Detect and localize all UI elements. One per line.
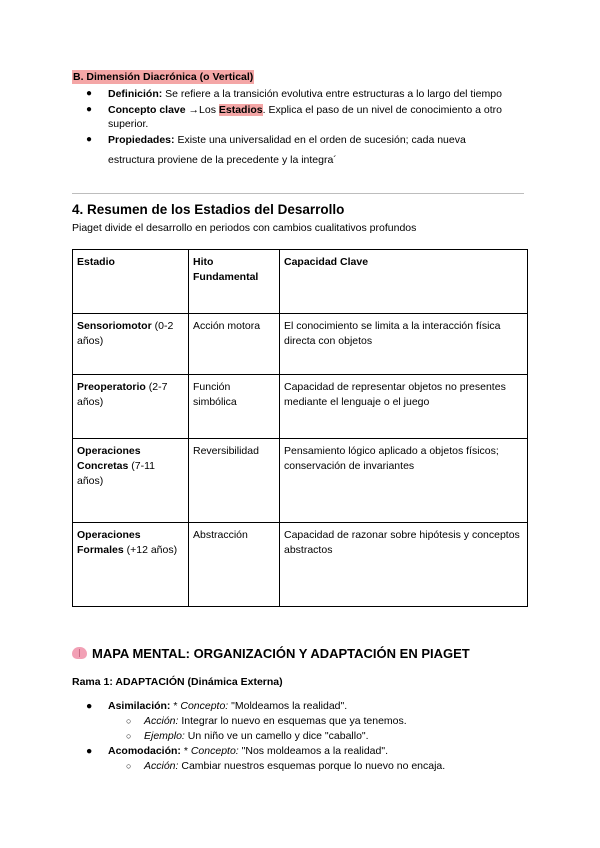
sub-bullet-icon: ○ xyxy=(126,716,132,726)
asimilacion-label: Asimilación: xyxy=(108,700,171,712)
stage-name: Preoperatorio xyxy=(77,381,146,393)
stage-cell xyxy=(73,375,189,439)
asimilacion-concepto-label: Concepto: xyxy=(180,700,229,712)
table-row xyxy=(73,439,528,523)
sub-bullet-icon: ○ xyxy=(126,731,132,741)
mind-map-tree xyxy=(72,699,532,774)
concepto-text: . Explica el paso de un nivel de conocimiento a otro superior. xyxy=(108,103,502,130)
capacidad-cell: Capacidad de razonar sobre hipótesis y conceptos abstractos xyxy=(280,523,528,607)
acomodacion-star: * xyxy=(180,745,191,757)
stage-age: (7-11 años) xyxy=(77,460,156,487)
stage-age: (0-2 años) xyxy=(77,320,174,347)
concepto-highlight: Estadios xyxy=(218,103,263,116)
capacidad-cell: Capacidad de representar objetos no presentes mediante el lenguaje o el juego xyxy=(280,375,528,439)
bullet-icon: ● xyxy=(86,103,93,115)
list-item-propiedades xyxy=(72,133,532,168)
mind-map-title-text: MAPA MENTAL: ORGANIZACIÓN Y ADAPTACIÓN EN PIAGET xyxy=(92,646,470,661)
table-row xyxy=(73,523,528,607)
header-estadio: Estadio xyxy=(73,250,189,314)
propiedades-label: Propiedades: xyxy=(108,133,175,146)
table-row xyxy=(73,375,528,439)
hito-cell: Reversibilidad xyxy=(189,439,280,523)
hito-cell: Abstracción xyxy=(189,523,280,607)
list-item-asimilacion xyxy=(72,699,532,714)
list-item-concepto xyxy=(72,103,532,132)
list-item-acomodacion-accion xyxy=(72,759,532,774)
stage-cell xyxy=(73,314,189,375)
asimilacion-accion: Integrar lo nuevo en esquemas que ya tenemos. xyxy=(178,715,407,727)
section-4-intro: Piaget divide el desarrollo en periodos con cambios cualitativos profundos xyxy=(72,222,417,234)
concepto-label: Concepto clave xyxy=(108,103,186,116)
propiedades-text: Existe una universalidad en el orden de sucesión; cada nueva xyxy=(174,133,466,146)
asimilacion-concepto: "Moldeamos la realidad". xyxy=(228,700,348,712)
section-4-heading: 4. Resumen de los Estadios del Desarrollo xyxy=(72,202,345,217)
stage-name: Sensoriomotor xyxy=(77,320,152,332)
concepto-arrow: →Los xyxy=(185,103,219,116)
stage-name: Operaciones Concretas xyxy=(77,445,141,472)
acomodacion-label: Acomodación: xyxy=(108,745,181,757)
acomodacion-accion-label: Acción: xyxy=(144,760,179,772)
hito-cell: Función simbólica xyxy=(189,375,280,439)
rama-heading: Rama 1: ADAPTACIÓN (Dinámica Externa) xyxy=(72,676,283,688)
stage-age: (+12 años) xyxy=(123,544,178,556)
stages-table xyxy=(72,249,528,607)
stage-age: (2-7 años) xyxy=(77,381,168,408)
stage-cell xyxy=(73,439,189,523)
propiedades-text-2: estructura proviene de la precedente y la integra´ xyxy=(108,154,337,166)
acomodacion-accion: Cambiar nuestros esquemas porque lo nuevo no encaja. xyxy=(178,760,446,772)
asimilacion-accion-label: Acción: xyxy=(144,715,179,727)
brain-icon xyxy=(72,647,87,659)
section-b-list xyxy=(72,87,532,169)
asimilacion-ejemplo: Un niño ve un camello y dice "caballo". xyxy=(184,730,369,742)
capacidad-cell: El conocimiento se limita a la interacción física directa con objetos xyxy=(280,314,528,375)
definicion-text: Se refiere a la transición evolutiva entre estructuras a lo largo del tiempo xyxy=(162,88,502,100)
definicion-label: Definición: xyxy=(108,88,163,100)
list-item-acomodacion xyxy=(72,744,532,759)
bullet-icon: ● xyxy=(86,700,93,712)
header-capacidad: Capacidad Clave xyxy=(280,250,528,314)
bullet-icon: ● xyxy=(86,745,93,757)
stage-cell xyxy=(73,523,189,607)
header-hito: Hito Fundamental xyxy=(189,250,280,314)
horizontal-divider xyxy=(72,193,524,194)
bullet-icon: ● xyxy=(86,88,93,99)
mind-map-title xyxy=(72,646,470,661)
asimilacion-ejemplo-label: Ejemplo: xyxy=(144,730,185,742)
table-header-row xyxy=(73,250,528,314)
stage-name: Operaciones Formales xyxy=(77,529,141,556)
list-item-asimilacion-ejemplo xyxy=(72,729,532,744)
bullet-icon: ● xyxy=(86,133,93,145)
acomodacion-concepto: "Nos moldeamos a la realidad". xyxy=(238,745,388,757)
hito-cell: Acción motora xyxy=(189,314,280,375)
section-b-title: B. Dimensión Diacrónica (o Vertical) xyxy=(73,71,254,83)
list-item-definicion xyxy=(72,87,532,102)
list-item-asimilacion-accion xyxy=(72,714,532,729)
asimilacion-star: * xyxy=(170,700,181,712)
acomodacion-concepto-label: Concepto: xyxy=(190,745,239,757)
capacidad-cell: Pensamiento lógico aplicado a objetos físicos; conservación de invariantes xyxy=(280,439,528,523)
sub-bullet-icon: ○ xyxy=(126,761,132,771)
table-row xyxy=(73,314,528,375)
